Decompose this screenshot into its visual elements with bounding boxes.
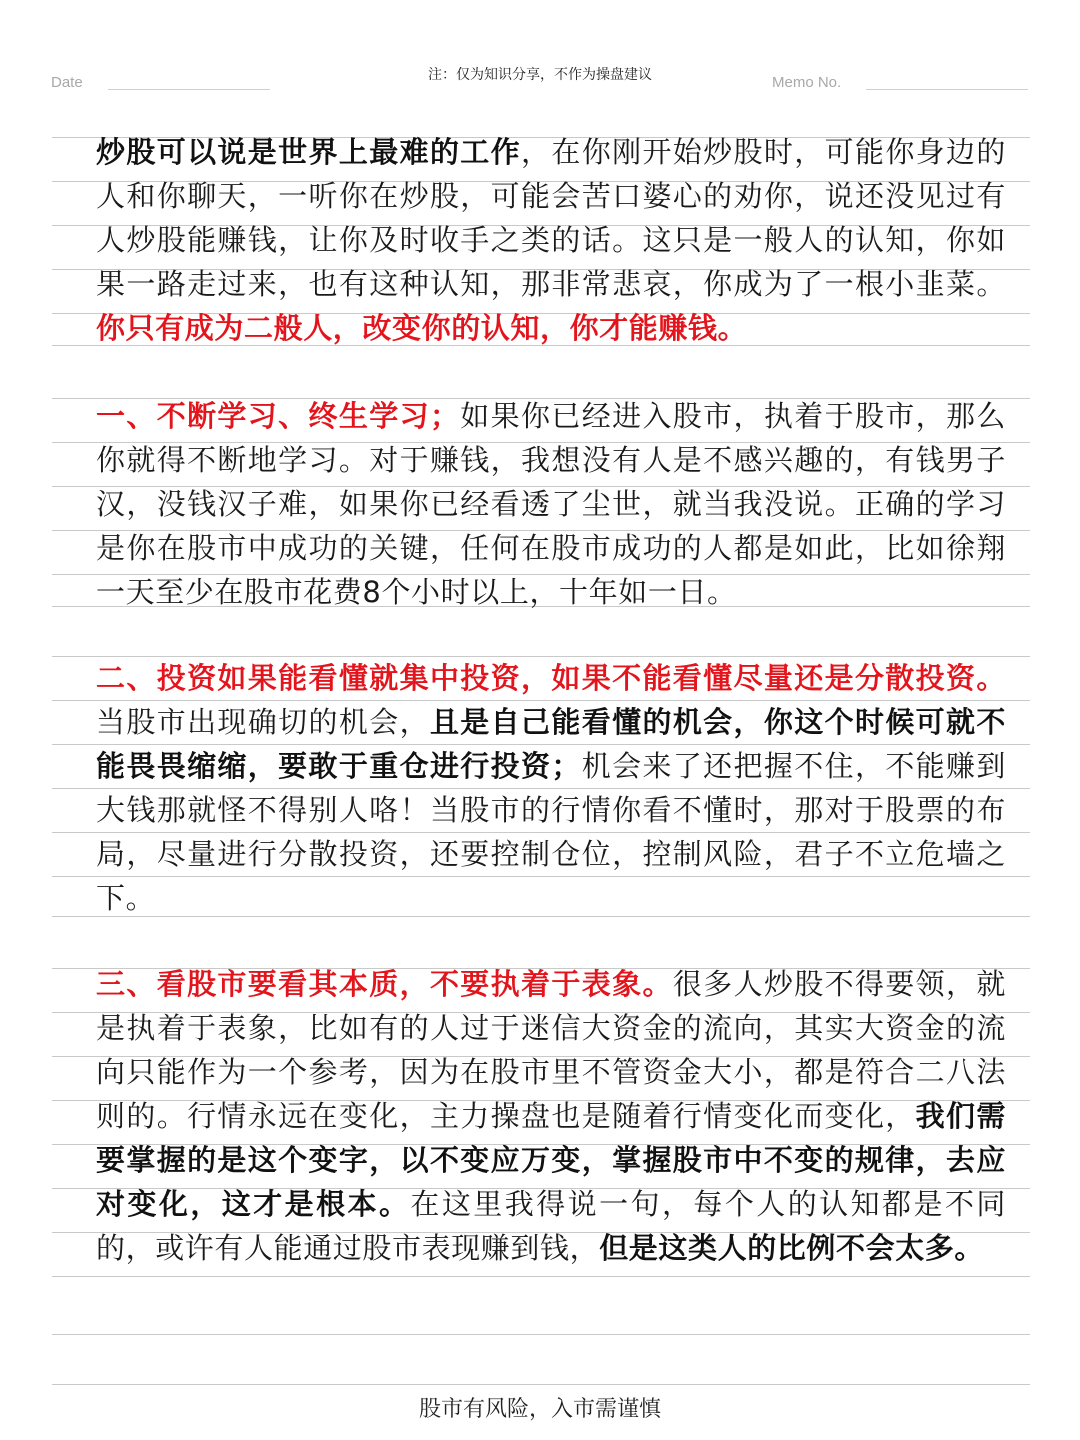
memo-line xyxy=(866,89,1028,90)
text-segment: ，在你刚开始炒股时，可能你身边的人和你聊天，一听你在炒股，可能会苦口婆心的劝你，说还没见过有人炒股能赚钱，让你及时收手之类的话。这只是一般人的认知，你如果一路走过来，也有这种认知，那非常悲哀，你成为了一根小韭菜。 xyxy=(96,135,1006,301)
text-segment: 且是自己能看懂的机会，你这个时候可就不能畏畏缩缩，要敢于重仓进行投资； xyxy=(96,705,1006,783)
text-segment: 我们需要掌握的是这个变字，以不变应万变，掌握股市中不变的规律，去应对变化，这才是根本。 xyxy=(96,1099,1006,1221)
date-label: Date xyxy=(51,74,83,91)
text-segment: 一、不断学习、终生学习； xyxy=(96,399,460,433)
text-segment: 当股市出现确切的机会， xyxy=(96,705,430,739)
ruled-line xyxy=(52,1384,1030,1385)
paragraph-point-3 xyxy=(96,962,1006,1270)
text-segment: 你只有成为二般人，改变你的认知，你才能赚钱。 xyxy=(96,311,748,345)
ruled-line xyxy=(52,1334,1030,1335)
text-segment: 机会来了还把握不住，不能赚到大钱那就怪不得别人咯！当股市的行情你看不懂时，那对于股票的布局，尽量进行分散投资，还要控制仓位，控制风险，君子不立危墙之下。 xyxy=(96,749,1006,915)
paragraph-intro xyxy=(96,130,1006,350)
disclaimer-note: 注：仅为知识分享，不作为操盘建议 xyxy=(428,67,652,83)
text-segment: 炒股可以说是世界上最难的工作 xyxy=(96,135,522,169)
date-line xyxy=(108,89,270,90)
text-segment: 二、投资如果能看懂就集中投资，如果不能看懂尽量还是分散投资。 xyxy=(96,661,1006,695)
memo-label: Memo No. xyxy=(772,74,842,91)
ruled-line xyxy=(52,1276,1030,1277)
text-segment: 如果你已经进入股市，执着于股市，那么你就得不断地学习。对于赚钱，我想没有人是不感兴趣的，有钱男子汉，没钱汉子难，如果你已经看透了尘世，就当我没说。正确的学习是你在股市中成功的关键，任何在股市成功的人都是如此，比如徐翔一天至少在股市花费8个小时以上，十年如一日。 xyxy=(96,399,1006,609)
text-segment: 很多人炒股不得要领，就是执着于表象，比如有的人过于迷信大资金的流向，其实大资金的流向只能作为一个参考，因为在股市里不管资金大小，都是符合二八法则的。行情永远在变化，主力操盘也是随着行情变化而变化， xyxy=(96,967,1006,1133)
text-segment: 但是这类人的比例不会太多。 xyxy=(599,1231,985,1265)
text-segment: 在这里我得说一句，每个人的认知都是不同的，或许有人能通过股市表现赚到钱， xyxy=(96,1187,1006,1265)
text-segment: 三、看股市要看其本质，不要执着于表象。 xyxy=(96,967,673,1001)
paragraph-point-1 xyxy=(96,394,1006,614)
paragraph-point-2 xyxy=(96,656,1006,920)
risk-warning-footer: 股市有风险，入市需谨慎 xyxy=(418,1397,661,1422)
